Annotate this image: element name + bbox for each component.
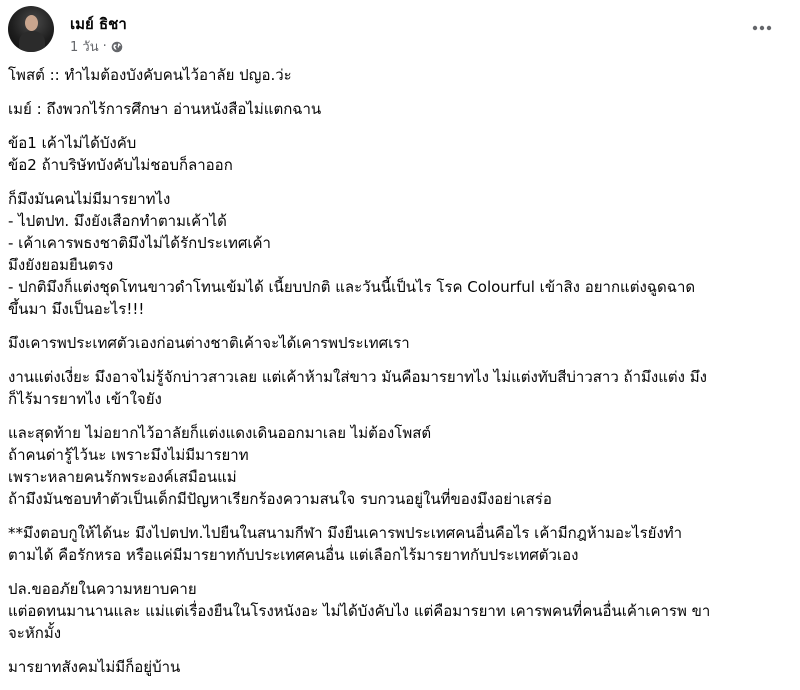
- post-text-line: เมย์ : ถึงพวกไร้การศึกษา อ่านหนังสือไม่แตกฉาน: [8, 100, 322, 118]
- post-text-line: - เค้าเคารพธงชาติมึงไม่ได้รักประเทศเค้า: [8, 234, 271, 252]
- post-text-line: จะหักมั้ง: [8, 624, 62, 642]
- post-paragraph: [8, 422, 786, 510]
- post-text-line: - ปกติมึงก็แต่งชุดโทนขาวดำโทนเข้มได้ เนี้ยบปกติ และวันนี้เป็นไร โรค Colourful เข้าสิง อยากแต่งฉูดฉาด: [8, 278, 696, 296]
- meta-separator: ·: [102, 39, 107, 54]
- post-text-line: ข้อ1 เค้าไม่ได้บังคับ: [8, 134, 137, 152]
- post-text-line: และสุดท้าย ไม่อยากไว้อาลัยก็แต่งแดงเดินออกมาเลย ไม่ต้องโพสต์: [8, 424, 432, 442]
- post-header: [8, 6, 790, 58]
- post-text-line: เพราะหลายคนรักพระองค์เสมือนแม่: [8, 468, 237, 486]
- avatar-face: [25, 15, 38, 31]
- post-text-line: ก็ไร้มารยาทไง เข้าใจยัง: [8, 390, 162, 408]
- post-text-line: มารยาทสังคมไม่มีก็อยู่บ้าน: [8, 658, 181, 676]
- post-text-line: มึงยังยอมยืนตรง: [8, 256, 114, 274]
- post-text-line: ขึ้นมา มึงเป็นอะไร!!!: [8, 300, 145, 318]
- post-text-line: ตามได้ คือรักหรอ หรือแค่มีมารยาทกับประเทศคนอื่น แต่เลือกไร้มารยาทกับประเทศตัวเอง: [8, 546, 579, 564]
- more-options-icon[interactable]: [750, 18, 774, 38]
- avatar-body: [19, 31, 45, 52]
- post-paragraph: [8, 132, 786, 176]
- avatar[interactable]: [8, 6, 54, 52]
- post-text-line: ถ้าคนด่ารู้ไว้นะ เพราะมึงไม่มีมารยาท: [8, 446, 249, 464]
- post-text-line: โพสต์ :: ทำไมต้องบังคับคนไว้อาลัย ปญอ.ว่ะ: [8, 66, 292, 84]
- globe-icon[interactable]: [111, 41, 123, 53]
- post-text-line: แต่อดทนมานานและ แม่แต่เรื่องยืนในโรงหนังอะ ไม่ได้บังคับไง แต่คือมารยาท เคารพคนที่คนอื่นเค้าเคารพ ขา: [8, 602, 711, 620]
- post-paragraph: [8, 64, 786, 86]
- globe-icon-svg: [111, 41, 123, 53]
- post-paragraph: [8, 332, 786, 354]
- post-body-text: [8, 64, 786, 690]
- post-text-line: ถ้ามึงมันชอบทำตัวเป็นเด็กมีปัญหาเรียกร้องความสนใจ รบกวนอยู่ในที่ของมึงอย่าเสร่อ: [8, 490, 552, 508]
- post-text-line: ก็มึงมันคนไม่มีมารยาทไง: [8, 190, 171, 208]
- post-paragraph: [8, 98, 786, 120]
- post-text-line: **มึงตอบกูให้ได้นะ มึงไปตปท.ไปยืนในสนามกีฬา มึงยืนเคารพประเทศคนอื่นคือไร เค้ามีกฎห้ามอะไรยังทำ: [8, 524, 683, 542]
- more-options-dots: [752, 25, 772, 31]
- post-paragraph: [8, 522, 786, 566]
- post-text-line: ปล.ขออภัยในความหยาบคาย: [8, 580, 197, 598]
- post-text-line: - ไปตปท. มึงยังเสือกทำตามเค้าได้: [8, 212, 227, 230]
- post-meta: [70, 36, 123, 57]
- post-paragraph: [8, 656, 786, 678]
- post-paragraph: [8, 188, 786, 320]
- post-text-line: มึงเคารพประเทศตัวเองก่อนต่างชาติเค้าจะได้เคารพประเทศเรา: [8, 334, 410, 352]
- post-time[interactable]: 1 วัน: [70, 40, 99, 55]
- post-text-line: ข้อ2 ถ้าบริษัทบังคับไม่ชอบก็ลาออก: [8, 156, 233, 174]
- post-text-line: งานแต่งเงี่ยะ มึงอาจไม่รู้จักบ่าวสาวเลย แต่เค้าห้ามใส่ขาว มันคือมารยาทไง ไม่แต่งทับสีบ่าวสาว ถ้ามึงแต่ง มึง: [8, 368, 707, 386]
- post-paragraph: [8, 578, 786, 644]
- author-name[interactable]: เมย์ ธิชา: [70, 15, 127, 33]
- post-paragraph: [8, 366, 786, 410]
